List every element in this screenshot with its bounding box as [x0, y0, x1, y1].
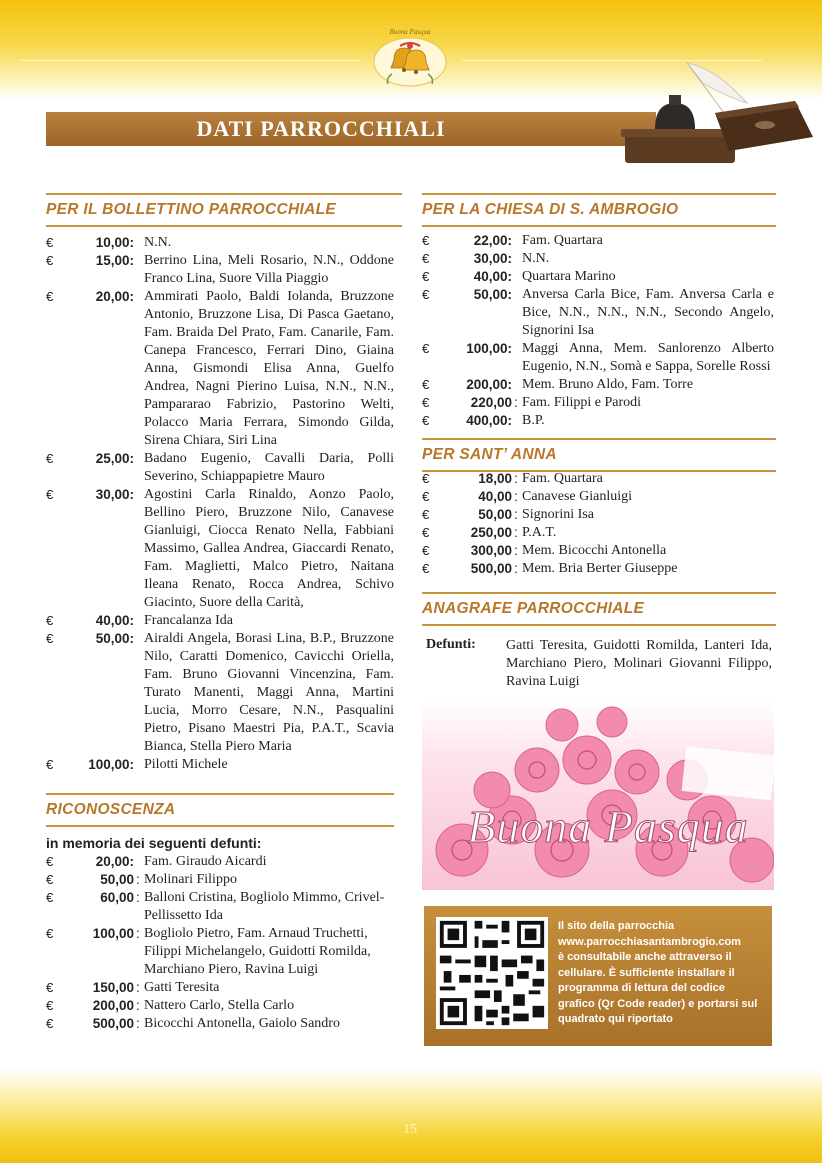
- inkwell-quill-illustration: [615, 55, 815, 170]
- donation-row: [46, 853, 394, 871]
- euro-symbol: €: [46, 1016, 54, 1031]
- donation-amount: 50,00:: [95, 631, 134, 646]
- easter-bells-logo: [370, 30, 450, 90]
- euro-symbol: €: [422, 251, 430, 266]
- spacer: [514, 232, 522, 250]
- donation-amount: 100,00: [92, 926, 134, 941]
- amount-colon: :: [136, 872, 140, 887]
- donation-row: [46, 234, 394, 252]
- donor-names: Badano Eugenio, Cavalli Daria, Polli Severino, Schiappapietre Mauro: [144, 451, 394, 484]
- donation-row: [46, 1015, 394, 1033]
- euro-symbol: €: [422, 233, 430, 248]
- amount-colon: :: [136, 890, 140, 905]
- donor-names: Bicocchi Antonella, Gaiolo Sandro: [144, 1016, 340, 1031]
- euro-symbol: €: [46, 487, 54, 502]
- donation-amount: 15,00:: [95, 253, 134, 268]
- euro-symbol: €: [422, 341, 430, 356]
- euro-symbol: €: [422, 287, 430, 302]
- parish-website-link[interactable]: www.parrocchiasantambrogio.com: [558, 935, 741, 948]
- donation-row: [422, 286, 774, 340]
- donation-amount: 25,00:: [95, 451, 134, 466]
- spacer: [136, 234, 144, 252]
- donation-amount: 200,00:: [466, 377, 512, 392]
- euro-symbol: €: [422, 269, 430, 284]
- euro-symbol: €: [422, 377, 430, 392]
- donor-names: Maggi Anna, Mem. Sanlorenzo Alberto Eugenio, N.N., Somà e Sappa, Sorelle Rossi: [522, 341, 774, 374]
- euro-symbol: €: [46, 253, 54, 268]
- roses-image: [422, 700, 774, 890]
- amount-colon: :: [514, 561, 518, 576]
- donor-names: Signorini Isa: [522, 507, 594, 522]
- donor-names: Quartara Marino: [522, 269, 616, 284]
- euro-symbol: €: [46, 890, 54, 905]
- riconoscenza-subtitle: in memoria dei seguenti defunti:: [46, 835, 262, 851]
- donation-amount: 150,00: [92, 980, 134, 995]
- page-number: 15: [403, 1122, 417, 1137]
- donation-amount: 220,00: [470, 395, 512, 410]
- donation-row: [422, 268, 774, 286]
- donation-row: [46, 925, 394, 979]
- donation-list-bollettino: [46, 234, 394, 774]
- section-heading-chiesa: [422, 193, 776, 227]
- donation-row: [422, 488, 774, 506]
- spacer: [136, 612, 144, 630]
- euro-symbol: €: [46, 854, 54, 869]
- donation-row: [422, 250, 774, 268]
- euro-symbol: €: [46, 757, 54, 772]
- donation-amount: 250,00: [470, 525, 512, 540]
- defunti-label: Defunti:: [426, 637, 476, 652]
- section-heading-santanna: [422, 438, 776, 472]
- donation-row: [422, 340, 774, 376]
- spacer: [514, 250, 522, 268]
- donation-row: [422, 542, 774, 560]
- euro-symbol: €: [46, 980, 54, 995]
- donation-list-santanna: [422, 470, 774, 578]
- euro-symbol: €: [422, 395, 430, 410]
- donor-names: Gatti Teresita: [144, 980, 220, 995]
- donation-row: [46, 889, 394, 925]
- amount-colon: :: [514, 525, 518, 540]
- euro-symbol: €: [46, 451, 54, 466]
- donor-names: B.P.: [522, 413, 545, 428]
- donor-names: Anversa Carla Bice, Fam. Anversa Carla e Bice, N.N., N.N., N.N., Secondo Angelo, Signorini Isa: [522, 287, 774, 338]
- amount-colon: :: [514, 543, 518, 558]
- donation-amount: 40,00:: [95, 613, 134, 628]
- donor-names: Fam. Quartara: [522, 233, 603, 248]
- donation-amount: 20,00:: [95, 854, 134, 869]
- donor-names: Canavese Gianluigi: [522, 489, 633, 504]
- donation-amount: 10,00:: [95, 235, 134, 250]
- donor-names: Ammirati Paolo, Baldi Iolanda, Bruzzone Antonio, Bruzzone Lisa, Di Pasca Gaetano, Fam. Braida Del Prato, Fam. Canarile, Fam. Canepa Francesco, Ferrari Dino, Giaina Anna, Gismondi Elisa Anna, Guelfo Andrea, Nagni Pierino Luisa, N.N., N.N., Pampararao Fabrizio, Pastorino Welti, Polacco Maria Ferrara, Simondo Gilda, Sirena Chiara, Siri Lina: [144, 289, 394, 448]
- donation-row: [46, 612, 394, 630]
- donation-amount: 100,00:: [466, 341, 512, 356]
- donation-list-chiesa: [422, 232, 774, 430]
- qr-description: [558, 919, 763, 1028]
- section-heading-riconoscenza: [46, 793, 394, 827]
- section-heading-anagrafe: [422, 592, 776, 626]
- donation-amount: 30,00:: [95, 487, 134, 502]
- donation-row: [422, 524, 774, 542]
- amount-colon: :: [136, 980, 140, 995]
- euro-symbol: €: [422, 413, 430, 428]
- section-heading-text: PER LA CHIESA DI S. AMBROGIO: [422, 201, 679, 218]
- amount-colon: :: [514, 471, 518, 486]
- section-heading-text: RICONOSCENZA: [46, 801, 176, 818]
- donation-row: [422, 232, 774, 250]
- donation-row: [46, 288, 394, 450]
- section-heading-bollettino: [46, 193, 402, 227]
- euro-symbol: €: [46, 631, 54, 646]
- donation-row: [46, 486, 394, 612]
- donation-amount: 100,00:: [88, 757, 134, 772]
- donation-amount: 40,00:: [473, 269, 512, 284]
- euro-symbol: €: [422, 507, 430, 522]
- donation-row: [46, 871, 394, 889]
- qr-code[interactable]: [436, 917, 548, 1029]
- spacer: [136, 630, 144, 756]
- title-banner: [46, 112, 656, 146]
- roses-illustration: [422, 700, 774, 890]
- donation-amount: 400,00:: [466, 413, 512, 428]
- donation-row: [46, 252, 394, 288]
- euro-symbol: €: [422, 471, 430, 486]
- spacer: [136, 756, 144, 774]
- donation-row: [46, 997, 394, 1015]
- spacer: [136, 853, 144, 871]
- donation-amount: 60,00: [100, 890, 134, 905]
- euro-symbol: €: [46, 998, 54, 1013]
- donation-amount: 500,00: [470, 561, 512, 576]
- donation-row: [422, 412, 774, 430]
- donor-names: N.N.: [144, 235, 172, 250]
- donor-names: P.A.T.: [522, 525, 557, 540]
- euro-symbol: €: [422, 561, 430, 576]
- donor-names: Nattero Carlo, Stella Carlo: [144, 998, 295, 1013]
- amount-colon: :: [514, 395, 518, 410]
- donor-names: Fam. Quartara: [522, 471, 603, 486]
- euro-symbol: €: [46, 872, 54, 887]
- donor-names: Fam. Giraudo Aicardi: [144, 854, 267, 869]
- donation-row: [46, 756, 394, 774]
- donation-amount: 30,00:: [473, 251, 512, 266]
- donor-names: N.N.: [522, 251, 550, 266]
- donation-amount: 300,00: [470, 543, 512, 558]
- spacer: [136, 288, 144, 450]
- amount-colon: :: [514, 507, 518, 522]
- qr-instructions: è consultabile anche attraverso il cellulare. È sufficiente installare il programma di lettura del codice grafico (Qr Code reader) e portarsi sul quadrato qui riportato: [558, 951, 758, 1025]
- amount-colon: :: [136, 998, 140, 1013]
- euro-symbol: €: [46, 926, 54, 941]
- spacer: [514, 376, 522, 394]
- donation-amount: 500,00: [92, 1016, 134, 1031]
- donation-row: [46, 979, 394, 997]
- donor-names: Bogliolo Pietro, Fam. Arnaud Truchetti, Filippi Michelangelo, Guidotti Romilda, Marchiano Piero, Ravina Luigi: [144, 926, 371, 977]
- donor-names: Molinari Filippo: [144, 872, 237, 887]
- donation-amount: 22,00:: [473, 233, 512, 248]
- donation-amount: 50,00: [478, 507, 512, 522]
- section-heading-text: PER SANT’ ANNA: [422, 446, 557, 463]
- euro-symbol: €: [422, 543, 430, 558]
- logo-caption: Buona Pasqua: [389, 28, 431, 36]
- donor-names: Mem. Bicocchi Antonella: [522, 543, 667, 558]
- spacer: [136, 450, 144, 486]
- euro-symbol: €: [46, 235, 54, 250]
- donation-row: [46, 450, 394, 486]
- donation-amount: 18,00: [478, 471, 512, 486]
- donor-names: Pilotti Michele: [144, 757, 228, 772]
- amount-colon: :: [136, 926, 140, 941]
- donation-amount: 50,00:: [473, 287, 512, 302]
- euro-symbol: €: [46, 289, 54, 304]
- page-title: DATI PARROCCHIALI: [196, 116, 446, 141]
- header-rule-left: [20, 60, 360, 61]
- donation-row: [422, 560, 774, 578]
- donation-row: [422, 394, 774, 412]
- donation-amount: 200,00: [92, 998, 134, 1013]
- donation-row: [422, 470, 774, 488]
- donor-names: Fam. Filippi e Parodi: [522, 395, 641, 410]
- spacer: [514, 412, 522, 430]
- spacer: [136, 486, 144, 612]
- donation-row: [422, 376, 774, 394]
- section-heading-text: PER IL BOLLETTINO PARROCCHIALE: [46, 201, 337, 218]
- donation-list-riconoscenza: [46, 853, 394, 1033]
- donation-amount: 20,00:: [95, 289, 134, 304]
- donation-row: [46, 630, 394, 756]
- donor-names: Berrino Lina, Meli Rosario, N.N., Oddone Franco Lina, Suore Villa Piaggio: [144, 253, 394, 286]
- donor-names: Balloni Cristina, Bogliolo Mimmo, Crivel-Pellissetto Ida: [144, 890, 385, 923]
- donation-amount: 40,00: [478, 489, 512, 504]
- spacer: [514, 340, 522, 376]
- spacer: [136, 252, 144, 288]
- euro-symbol: €: [422, 525, 430, 540]
- section-heading-text: ANAGRAFE PARROCCHIALE: [422, 600, 645, 617]
- spacer: [514, 268, 522, 286]
- bottom-gold-band: [0, 1068, 822, 1163]
- donor-names: Agostini Carla Rinaldo, Aonzo Paolo, Bellino Piero, Bruzzone Nilo, Canavese Gianluigi, Ciocca Renato Nella, Fabbiani Massimo, Gallea Andrea, Giaccardi Renato, Fam. Maglietti, Malco Pietro, Naitana Ileana Renato, Rocca Andrea, Schivo Giacinto, Suore della Carità,: [144, 487, 394, 610]
- donor-names: Airaldi Angela, Borasi Lina, B.P., Bruzzone Nilo, Caratti Domenico, Cavicchi Oriella, Fam. Bruno Giovanni Vincenzina, Fam. Turato Manenti, Maggi Anna, Martini Lucia, Morro Cesare, N.N., Pasqualini Pietro, Pisano Maestri Pia, P.A.T., Scavia Bianca, Stella Piero Maria: [144, 631, 394, 754]
- defunti-names: Gatti Teresita, Guidotti Romilda, Lanteri Ida, Marchiano Piero, Molinari Giovanni Filippo, Ravina Luigi: [506, 638, 772, 689]
- donation-amount: 50,00: [100, 872, 134, 887]
- donor-names: Francalanza Ida: [144, 613, 233, 628]
- qr-line1: Il sito della parrocchia: [558, 920, 675, 932]
- euro-symbol: €: [422, 489, 430, 504]
- donation-row: [422, 506, 774, 524]
- easter-greeting: Buona Pasqua: [467, 801, 749, 852]
- amount-colon: :: [514, 489, 518, 504]
- amount-colon: :: [136, 1016, 140, 1031]
- donor-names: Mem. Bruno Aldo, Fam. Torre: [522, 377, 694, 392]
- donor-names: Mem. Bria Berter Giuseppe: [522, 561, 678, 576]
- spacer: [514, 286, 522, 340]
- euro-symbol: €: [46, 613, 54, 628]
